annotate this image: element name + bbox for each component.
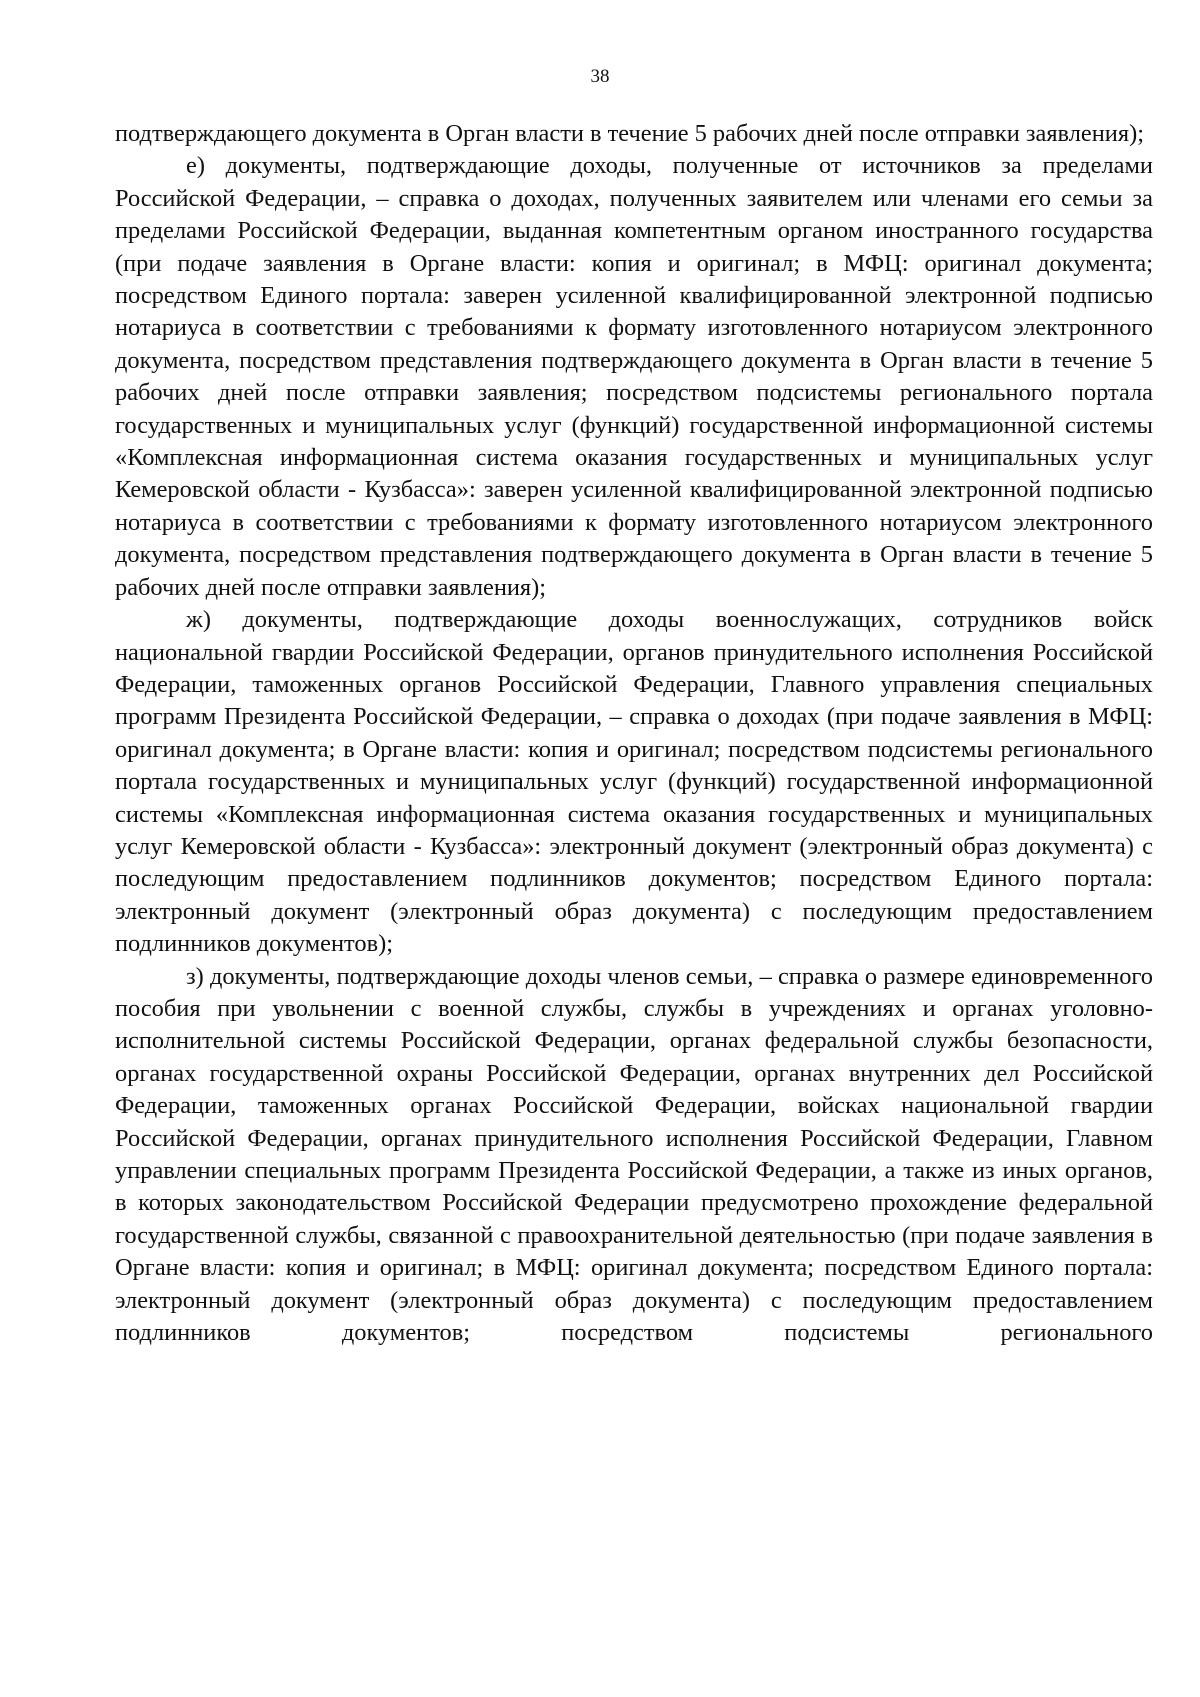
paragraph-item-e: е) документы, подтверждающие доходы, полученные от источников за пределами Российской Федерации, – справка о доходах, полученных заявителем или членами его семьи за пределами Российской Федерации, выданная компетентным органом иностранного государства (при подаче заявления в Органе власти: копия и оригинал; в МФЦ: оригинал документа; посредством Единого портала: заверен усиленной квалифицированной электронной подписью нотариуса в соответствии с требованиями к формату изготовленного нотариусом электронного документа, посредством представления подтверждающего документа в Орган власти в течение 5 рабочих дней после отправки заявления; посредством подсистемы регионального портала государственных и муниципальных услуг (функций) государственной информационной системы «Комплексная информационная система оказания государственных и муниципальных услуг Кемеровской области - Кузбасса»: заверен усиленной квалифицированной электронной подписью нотариуса в соответствии с требованиями к формату изготовленного нотариусом электронного документа, посредством представления подтверждающего документа в Орган власти в течение 5 рабочих дней после отправки заявления); — [115, 152, 1153, 601]
page-number: 38 — [590, 66, 610, 87]
paragraph-item-z: з) документы, подтверждающие доходы членов семьи, – справка о размере единовременного пособия при увольнении с военной службы, службы в учреждениях и органах уголовно-исполнительной системы Российской Федерации, органах федеральной службы безопасности, органах государственной охраны Российской Федерации, органах внутренних дел Российской Федерации, таможенных органах Российской Федерации, войсках национальной гвардии Российской Федерации, органах принудительного исполнения Российской Федерации, Главном управлении специальных программ Президента Российской Федерации, а также из иных органов, в которых законодательством Российской Федерации предусмотрено прохождение федеральной государственной службы, связанной с правоохранительной деятельностью (при подаче заявления в Органе власти: копия и оригинал; в МФЦ: оригинал документа; посредством Единого портала: электронный документ (электронный образ документа) с последующим предоставлением подлинников документов; посредством подсистемы регионального — [115, 962, 1153, 1347]
document-body — [115, 118, 1153, 1349]
paragraph-item-zh: ж) документы, подтверждающие доходы военнослужащих, сотрудников войск национальной гвардии Российской Федерации, органов принудительного исполнения Российской Федерации, таможенных органов Российской Федерации, Главного управления специальных программ Президента Российской Федерации, – справка о доходах (при подаче заявления в МФЦ: оригинал документа; в Органе власти: копия и оригинал; посредством подсистемы регионального портала государственных и муниципальных услуг (функций) государственной информационной системы «Комплексная информационная система оказания государственных и муниципальных услуг Кемеровской области - Кузбасса»: электронный документ (электронный образ документа) с последующим предоставлением подлинников документов; посредством Единого портала: электронный документ (электронный образ документа) с последующим предоставлением подлинников документов); — [115, 606, 1153, 958]
paragraph-continuation: подтверждающего документа в Орган власти в течение 5 рабочих дней после отправки заявления); — [115, 120, 1144, 147]
